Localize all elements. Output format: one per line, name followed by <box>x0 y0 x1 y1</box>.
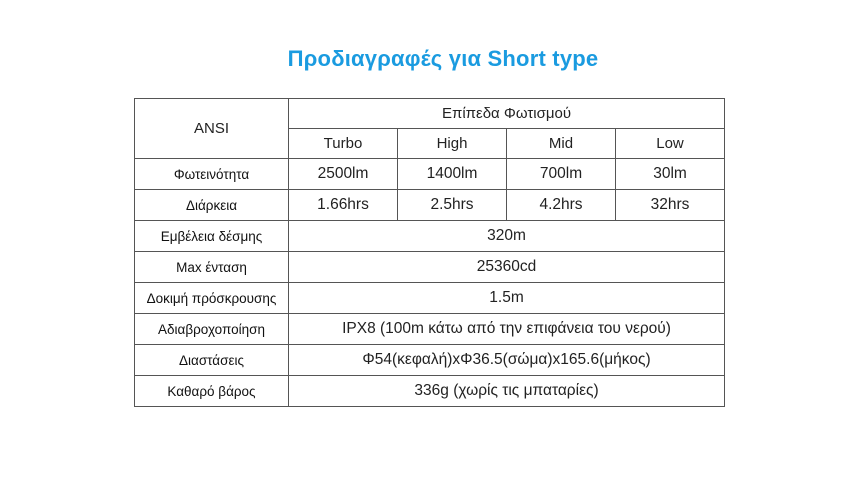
row-label: Δοκιμή πρόσκρουσης <box>135 283 289 314</box>
table-cell: 1400lm <box>398 159 507 190</box>
row-label: Φωτεινότητα <box>135 159 289 190</box>
spec-table <box>134 98 725 407</box>
table-cell: 320m <box>289 221 725 252</box>
level-mid-header: Mid <box>507 129 616 159</box>
row-label: Διαστάσεις <box>135 345 289 376</box>
table-cell: 32hrs <box>616 190 725 221</box>
level-turbo-header: Turbo <box>289 129 398 159</box>
table-cell: Φ54(κεφαλή)xΦ36.5(σώμα)x165.6(μήκος) <box>289 345 725 376</box>
row-label: Αδιαβροχοποίηση <box>135 314 289 345</box>
lighting-levels-header: Επίπεδα Φωτισμού <box>289 99 725 129</box>
table-row <box>135 283 725 314</box>
table-header-row <box>135 99 725 129</box>
table-cell: 25360cd <box>289 252 725 283</box>
table-cell: 2500lm <box>289 159 398 190</box>
row-label: Εμβέλεια δέσμης <box>135 221 289 252</box>
table-row <box>135 314 725 345</box>
page-title: Προδιαγραφές για Short type <box>287 46 599 71</box>
table-cell: 700lm <box>507 159 616 190</box>
table-cell: 1.5m <box>289 283 725 314</box>
table-row <box>135 159 725 190</box>
row-label: Max ένταση <box>135 252 289 283</box>
table-cell: 30lm <box>616 159 725 190</box>
level-high-header: High <box>398 129 507 159</box>
table-row <box>135 190 725 221</box>
row-label: Διάρκεια <box>135 190 289 221</box>
table-cell: 2.5hrs <box>398 190 507 221</box>
ansi-header-cell: ANSI <box>135 99 289 159</box>
level-low-header: Low <box>616 129 725 159</box>
table-cell: 4.2hrs <box>507 190 616 221</box>
table-cell: 336g (χωρίς τις μπαταρίες) <box>289 376 725 407</box>
table-row <box>135 221 725 252</box>
table-row <box>135 345 725 376</box>
row-label: Καθαρό βάρος <box>135 376 289 407</box>
table-cell: 1.66hrs <box>289 190 398 221</box>
table-row <box>135 252 725 283</box>
table-cell: IPX8 (100m κάτω από την επιφάνεια του νερού) <box>289 314 725 345</box>
table-row <box>135 376 725 407</box>
